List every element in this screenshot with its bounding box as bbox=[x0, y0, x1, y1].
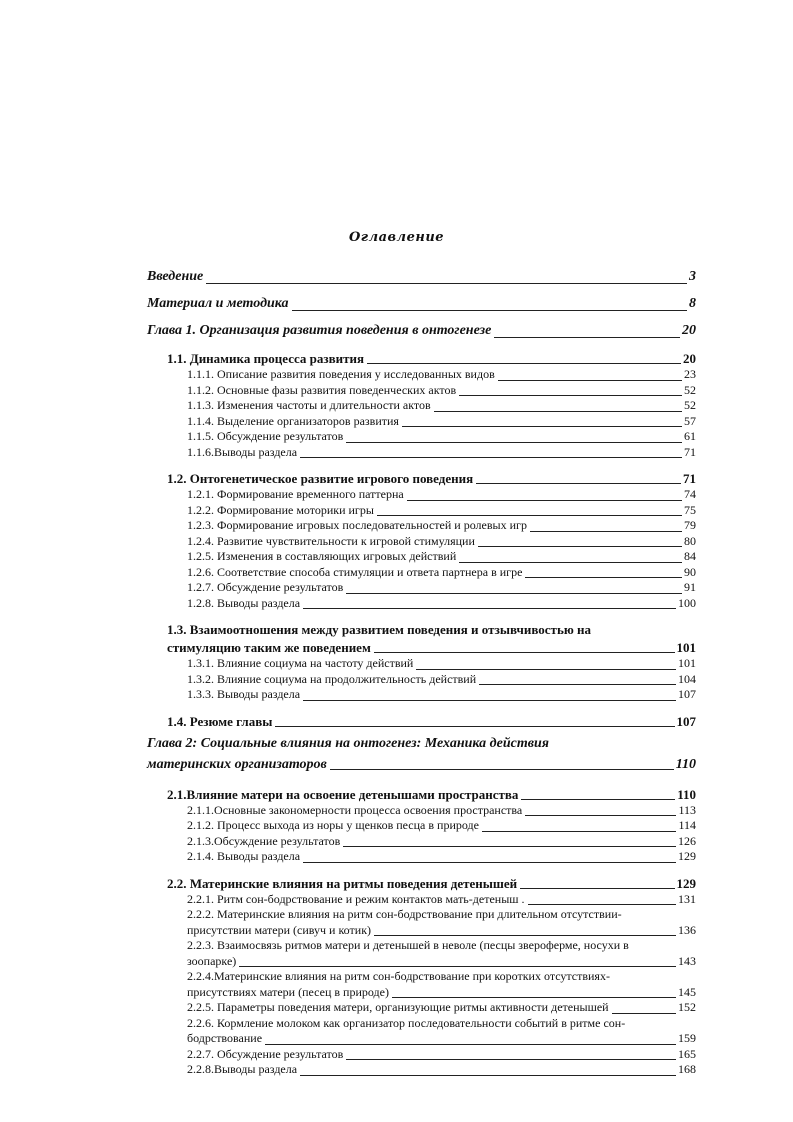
toc-entry-text: 1.2.8. Выводы раздела bbox=[187, 595, 301, 610]
leader-line bbox=[476, 483, 681, 484]
toc-entry-text: 2.2.1. Ритм сон-бодрствование и режим контактов мать-детеныш . bbox=[187, 891, 525, 906]
toc-entry-2-1-2 bbox=[147, 818, 696, 834]
toc-entry-text: 1.3.3. Выводы раздела bbox=[187, 687, 301, 701]
leader-line bbox=[303, 700, 676, 701]
leader-line bbox=[459, 562, 682, 563]
toc-entry-page: 57 bbox=[684, 413, 696, 428]
toc-entry-text: 1.2.2. Формирование моторики игры bbox=[187, 502, 374, 517]
leader-line bbox=[494, 337, 680, 338]
leader-line bbox=[530, 531, 682, 532]
toc-entry-section-1-1 bbox=[147, 350, 696, 367]
toc-entry-1-1-1 bbox=[147, 367, 696, 383]
toc-entry-text: 2.2.8.Выводы раздела bbox=[187, 1062, 298, 1076]
leader-line bbox=[303, 608, 676, 609]
leader-line bbox=[459, 395, 682, 396]
toc-entry-page: 113 bbox=[678, 802, 696, 817]
toc-entry-page: 104 bbox=[678, 671, 696, 686]
toc-entry-page: 101 bbox=[678, 656, 696, 670]
toc-entry-page: 152 bbox=[678, 1000, 696, 1014]
toc-entry-text-line1: 2.2.4.Материнские влияния на ритм сон-бодрствование при коротких отсутствиях- bbox=[187, 969, 610, 983]
toc-entry-page: 129 bbox=[678, 849, 696, 863]
toc-entry-text: 1.2.4. Развитие чувствительности к игровой стимуляции bbox=[187, 533, 475, 548]
table-of-contents bbox=[147, 263, 696, 1078]
toc-entry-text: 1.1.1. Описание развития поведения у исследованных видов bbox=[187, 367, 495, 381]
toc-entry-1-1-6 bbox=[147, 445, 696, 461]
leader-line bbox=[239, 966, 676, 967]
toc-entry-chapter-2 bbox=[147, 734, 696, 776]
toc-entry-page: 74 bbox=[684, 487, 696, 501]
toc-entry-page: 110 bbox=[677, 786, 696, 802]
toc-entry-text: 1.2.7. Обсуждение результатов bbox=[187, 580, 344, 594]
toc-entry-text: 1.1.5. Обсуждение результатов bbox=[187, 429, 344, 443]
toc-entry-page: 23 bbox=[684, 367, 696, 381]
leader-line bbox=[377, 515, 682, 516]
toc-entry-page: 79 bbox=[684, 518, 696, 532]
toc-entry-page: 100 bbox=[678, 595, 696, 610]
toc-entry-page: 90 bbox=[684, 564, 696, 579]
leader-line bbox=[343, 846, 676, 847]
leader-line bbox=[525, 815, 676, 816]
toc-entry-text-line1: Глава 2: Социальные влияния на онтогенез: Механика действия bbox=[147, 735, 549, 751]
leader-line bbox=[275, 726, 674, 727]
toc-entry-page: 8 bbox=[689, 296, 696, 311]
toc-entry-section-1-4 bbox=[147, 713, 696, 730]
toc-entry-text: 1.2.6. Соответствие способа стимуляции и ответа партнера в игре bbox=[187, 564, 523, 579]
toc-entry-1-1-2 bbox=[147, 383, 696, 399]
toc-entry-text-line2: материнских организаторов bbox=[147, 756, 327, 772]
leader-line bbox=[520, 888, 674, 889]
leader-line bbox=[498, 380, 682, 381]
toc-entry-page: 159 bbox=[678, 1031, 696, 1045]
toc-entry-1-2-1 bbox=[147, 487, 696, 503]
toc-entry-2-2-3 bbox=[147, 938, 696, 969]
toc-entry-page: 168 bbox=[678, 1062, 696, 1076]
toc-entry-text-line2: присутствиях матери (песец в природе) bbox=[187, 984, 389, 999]
toc-entry-page: 52 bbox=[684, 398, 696, 412]
leader-line bbox=[330, 769, 674, 770]
toc-entry-text-line1: 2.2.2. Материнские влияния на ритм сон-бодрствование при длительном отсутствии- bbox=[187, 907, 622, 921]
toc-entry-page: 61 bbox=[684, 429, 696, 443]
toc-entry-section-2-1 bbox=[147, 786, 696, 803]
toc-entry-text: 1.1. Динамика процесса развития bbox=[167, 351, 365, 366]
toc-entry-text-line2: присутствии матери (сивуч и котик) bbox=[187, 922, 372, 937]
toc-entry-text: 1.1.3. Изменения частоты и длительности актов bbox=[187, 398, 431, 412]
toc-entry-text: 2.2. Материнские влияния на ритмы поведения детенышей bbox=[167, 875, 518, 891]
toc-entry-text-line1: 2.2.3. Взаимосвязь ритмов матери и детенышей в неволе (песцы звероферме, носухи в bbox=[187, 938, 629, 952]
toc-entry-text: 2.1.3.Обсуждение результатов bbox=[187, 833, 341, 848]
toc-entry-1-2-6 bbox=[147, 565, 696, 581]
page-title: Оглавление bbox=[348, 230, 445, 245]
leader-line bbox=[392, 997, 676, 998]
toc-entry-text: 2.1.1.Основные закономерности процесса освоения пространства bbox=[187, 802, 523, 817]
toc-entry-page: 131 bbox=[678, 891, 696, 906]
toc-entry-text: Глава 1. Организация развития поведения в онтогенезе bbox=[147, 323, 492, 338]
leader-line bbox=[521, 799, 675, 800]
toc-entry-page: 84 bbox=[684, 549, 696, 563]
toc-entry-text: 1.2.1. Формирование временного паттерна bbox=[187, 487, 404, 501]
toc-entry-1-2-8 bbox=[147, 596, 696, 612]
leader-line bbox=[346, 593, 682, 594]
toc-entry-1-1-5 bbox=[147, 429, 696, 445]
toc-entry-text: 1.2.3. Формирование игровых последовательностей и ролевых игр bbox=[187, 518, 527, 532]
leader-line bbox=[300, 457, 682, 458]
toc-entry-2-2-5 bbox=[147, 1000, 696, 1016]
toc-entry-text: 1.3.1. Влияние социума на частоту действий bbox=[187, 656, 414, 670]
toc-entry-1-1-4 bbox=[147, 414, 696, 430]
leader-line bbox=[206, 283, 687, 284]
toc-entry-section-1-3 bbox=[147, 621, 696, 656]
toc-entry-2-2-1 bbox=[147, 892, 696, 908]
toc-entry-1-2-3 bbox=[147, 518, 696, 534]
leader-line bbox=[482, 831, 676, 832]
leader-line bbox=[434, 411, 682, 412]
toc-entry-2-2-4 bbox=[147, 969, 696, 1000]
toc-entry-2-1-3 bbox=[147, 834, 696, 850]
toc-entry-page: 145 bbox=[678, 984, 696, 999]
toc-entry-text: 1.2.5. Изменения в составляющих игровых действий bbox=[187, 549, 457, 563]
leader-line bbox=[525, 577, 682, 578]
toc-entry-1-3-2 bbox=[147, 672, 696, 688]
toc-entry-text: 1.1.6.Выводы раздела bbox=[187, 444, 298, 459]
leader-line bbox=[300, 1075, 676, 1076]
toc-entry-text: Введение bbox=[147, 269, 204, 284]
toc-entry-introduction bbox=[147, 263, 696, 290]
toc-entry-text: 2.2.5. Параметры поведения матери, организующие ритмы активности детенышей bbox=[187, 1000, 609, 1014]
toc-entry-page: 75 bbox=[684, 502, 696, 517]
toc-entry-page: 110 bbox=[675, 756, 696, 772]
toc-entry-page: 91 bbox=[684, 580, 696, 594]
toc-entry-page: 114 bbox=[678, 818, 696, 832]
leader-line bbox=[528, 904, 676, 905]
toc-entry-section-2-2 bbox=[147, 875, 696, 892]
leader-line bbox=[416, 669, 676, 670]
toc-entry-text: 1.2. Онтогенетическое развитие игрового поведения bbox=[167, 471, 474, 486]
leader-line bbox=[303, 862, 676, 863]
toc-entry-text: 2.1.Влияние матери на освоение детенышами пространства bbox=[167, 786, 519, 802]
toc-entry-1-2-7 bbox=[147, 580, 696, 596]
toc-entry-page: 129 bbox=[676, 875, 696, 891]
toc-entry-text-line1: 1.3. Взаимоотношения между развитием поведения и отзывчивостью на bbox=[167, 622, 591, 637]
toc-entry-page: 80 bbox=[684, 533, 696, 548]
toc-entry-text: 1.3.2. Влияние социума на продолжительность действий bbox=[187, 671, 477, 686]
toc-entry-page: 71 bbox=[684, 444, 696, 459]
toc-entry-text: 1.4. Резюме главы bbox=[167, 713, 273, 729]
toc-entry-1-3-1 bbox=[147, 656, 696, 672]
toc-entry-2-2-2 bbox=[147, 907, 696, 938]
toc-entry-1-1-3 bbox=[147, 398, 696, 414]
toc-entry-1-2-4 bbox=[147, 534, 696, 550]
toc-entry-page: 107 bbox=[676, 713, 696, 729]
toc-entry-page: 136 bbox=[678, 922, 696, 937]
leader-line bbox=[346, 1059, 676, 1060]
leader-line bbox=[374, 935, 676, 936]
leader-line bbox=[292, 310, 687, 311]
toc-entry-section-1-2 bbox=[147, 470, 696, 487]
leader-line bbox=[374, 652, 675, 653]
leader-line bbox=[265, 1044, 676, 1045]
toc-entry-page: 71 bbox=[683, 471, 696, 486]
toc-entry-text-line1: 2.2.6. Кормление молоком как организатор последовательности событий в ритме сон- bbox=[187, 1015, 626, 1030]
leader-line bbox=[367, 363, 681, 364]
toc-entry-text: 2.2.7. Обсуждение результатов bbox=[187, 1046, 344, 1061]
toc-entry-2-1-4 bbox=[147, 849, 696, 865]
toc-entry-page: 52 bbox=[684, 382, 696, 397]
toc-entry-1-2-5 bbox=[147, 549, 696, 565]
leader-line bbox=[407, 500, 682, 501]
toc-entry-methods bbox=[147, 290, 696, 317]
toc-entry-page: 165 bbox=[678, 1046, 696, 1061]
leader-line bbox=[612, 1013, 676, 1014]
toc-entry-page: 20 bbox=[682, 323, 696, 338]
toc-entry-page: 126 bbox=[678, 833, 696, 848]
toc-entry-text: 1.1.4. Выделение организаторов развития bbox=[187, 413, 399, 428]
toc-entry-2-2-6 bbox=[147, 1016, 696, 1047]
toc-entry-2-1-1 bbox=[147, 803, 696, 819]
toc-entry-text: Материал и методика bbox=[147, 296, 289, 311]
toc-entry-text-line2: стимуляцию таким же поведением bbox=[167, 640, 371, 655]
leader-line bbox=[346, 442, 682, 443]
toc-entry-text: 1.1.2. Основные фазы развития поведенческих актов bbox=[187, 382, 457, 397]
toc-entry-text-line2: зоопарке) bbox=[187, 953, 237, 968]
leader-line bbox=[478, 546, 682, 547]
toc-entry-page: 3 bbox=[689, 269, 696, 284]
toc-entry-page: 107 bbox=[678, 687, 696, 701]
toc-entry-text-line2: бодрствование bbox=[187, 1031, 263, 1045]
leader-line bbox=[479, 684, 676, 685]
toc-entry-page: 20 bbox=[683, 351, 696, 366]
toc-entry-2-2-7 bbox=[147, 1047, 696, 1063]
toc-entry-page: 143 bbox=[678, 953, 696, 968]
toc-entry-2-2-8 bbox=[147, 1062, 696, 1078]
toc-entry-text: 2.1.2. Процесс выхода из норы у щенков песца в природе bbox=[187, 818, 479, 832]
toc-entry-chapter-1 bbox=[147, 317, 696, 344]
leader-line bbox=[402, 426, 682, 427]
toc-entry-page: 101 bbox=[676, 640, 696, 655]
toc-entry-text: 2.1.4. Выводы раздела bbox=[187, 849, 301, 863]
toc-entry-1-3-3 bbox=[147, 687, 696, 703]
toc-entry-1-2-2 bbox=[147, 503, 696, 519]
